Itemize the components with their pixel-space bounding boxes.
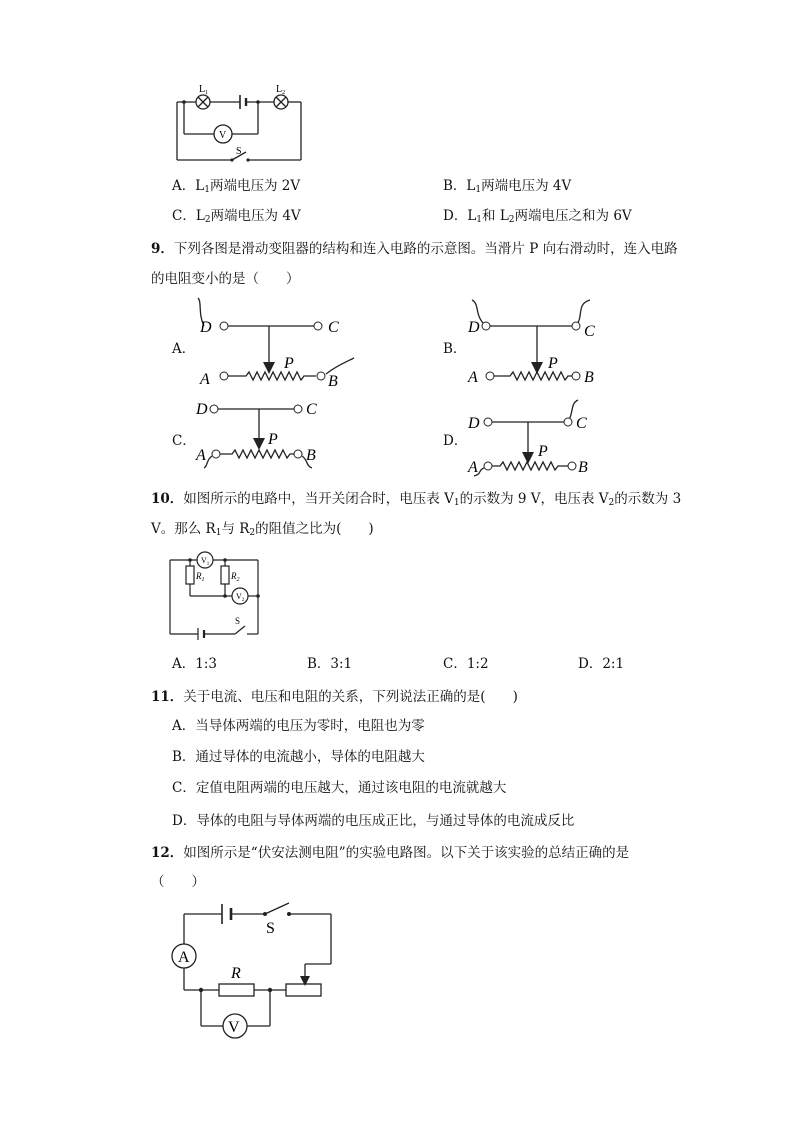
q10-switch-label: S — [235, 616, 241, 626]
svg-text:A: A — [468, 369, 478, 386]
svg-text:B: B — [306, 447, 316, 464]
svg-text:B: B — [578, 459, 588, 476]
svg-text:P: P — [268, 431, 278, 448]
q9-option-c-letter[interactable]: C． — [172, 433, 196, 449]
q12-switch-label: S — [266, 920, 275, 937]
svg-text:A: A — [468, 459, 478, 476]
q12-stem-line1: 12．如图所示是“伏安法测电阻”的实验电路图。以下关于该实验的总结正确的是 — [151, 845, 630, 861]
svg-text:D: D — [200, 319, 212, 336]
q8-option-b[interactable]: B．$L_1$两端电压为 4V — [443, 178, 572, 195]
svg-text:D: D — [468, 415, 480, 432]
q10-r1-label: $R_1$ — [196, 571, 205, 583]
svg-text:D: D — [468, 319, 480, 336]
q9-option-b-rheostat — [466, 296, 616, 396]
svg-text:A: A — [196, 447, 206, 464]
q12-voltmeter-label: V — [228, 1019, 240, 1036]
q11-option-b[interactable]: B．通过导体的电流越小，导体的电阻越大 — [172, 749, 425, 765]
svg-text:P: P — [548, 355, 558, 372]
q9-option-a-rheostat — [196, 296, 366, 396]
q8-option-c[interactable]: C．$L_2$两端电压为 4V — [172, 208, 301, 225]
q11-stem: 11．关于电流、电压和电阻的关系，下列说法正确的是( ) — [151, 689, 518, 705]
svg-text:D: D — [196, 401, 208, 418]
q9-option-c-rheostat — [194, 398, 334, 470]
q10-option-d[interactable]: D．2:1 — [578, 656, 625, 672]
q11-option-d[interactable]: D．导体的电阻与导体两端的电压成正比，与通过导体的电流成反比 — [172, 813, 575, 829]
svg-text:C: C — [328, 319, 339, 336]
q10-stem-line1: 10．如图所示的电路中，当开关闭合时，电压表 $V_1$的示数为 9 V，电压表 $V_2$的示数为 3 — [151, 491, 682, 508]
q11-option-c[interactable]: C．定值电阻两端的电压越大，通过该电阻的电流就越大 — [172, 780, 507, 796]
q12-ammeter-label: A — [178, 949, 190, 966]
q10-option-b[interactable]: B．3:1 — [307, 656, 353, 672]
q10-v2-label: $V_2$ — [236, 592, 245, 603]
q8-option-a[interactable]: A．$L_1$两端电压为 2V — [172, 178, 301, 195]
q9-option-d-rheostat — [466, 398, 616, 476]
q8-voltmeter-label: V — [219, 130, 227, 141]
svg-text:A: A — [200, 371, 210, 388]
q9-stem-line1: 9．下列各图是滑动变阻器的结构和连入电路的示意图。当滑片 P 向右滑动时，连入电路 — [151, 241, 678, 257]
q9-stem-line2: 的电阻变小的是（ ） — [151, 271, 300, 287]
svg-text:P: P — [538, 443, 548, 460]
q10-r2-label: $R_2$ — [231, 571, 240, 583]
q9-option-b-letter[interactable]: B． — [443, 341, 467, 357]
svg-text:C: C — [576, 415, 587, 432]
q8-circuit-diagram — [170, 82, 310, 166]
q10-v1-label: $V_1$ — [201, 556, 210, 567]
q9-option-d-letter[interactable]: D． — [443, 433, 468, 449]
svg-text:B: B — [584, 369, 594, 386]
q11-option-a[interactable]: A．当导体两端的电压为零时，电阻也为零 — [172, 718, 425, 734]
q8-l2-label: $L_2$ — [276, 84, 286, 96]
q8-option-d[interactable]: D．$L_1$和 $L_2$两端电压之和为 6V — [443, 208, 632, 225]
q12-stem-line2: （ ） — [151, 874, 205, 890]
q12-resistor-label: R — [231, 965, 241, 982]
q8-switch-label: S — [236, 146, 242, 157]
svg-text:B: B — [328, 373, 338, 390]
svg-text:C: C — [584, 323, 595, 340]
q12-circuit-diagram — [165, 898, 335, 1046]
q10-option-c[interactable]: C．1:2 — [443, 656, 489, 672]
q8-l1-label: $L_1$ — [199, 84, 209, 96]
q10-stem-line2: V。那么 $R_1$与 $R_2$的阻值之比为( ) — [151, 521, 374, 538]
q9-option-a-letter[interactable]: A． — [172, 341, 196, 357]
svg-text:C: C — [306, 401, 317, 418]
q10-option-a[interactable]: A．1:3 — [172, 656, 217, 672]
q10-circuit-diagram — [165, 548, 265, 640]
svg-text:P: P — [284, 355, 294, 372]
